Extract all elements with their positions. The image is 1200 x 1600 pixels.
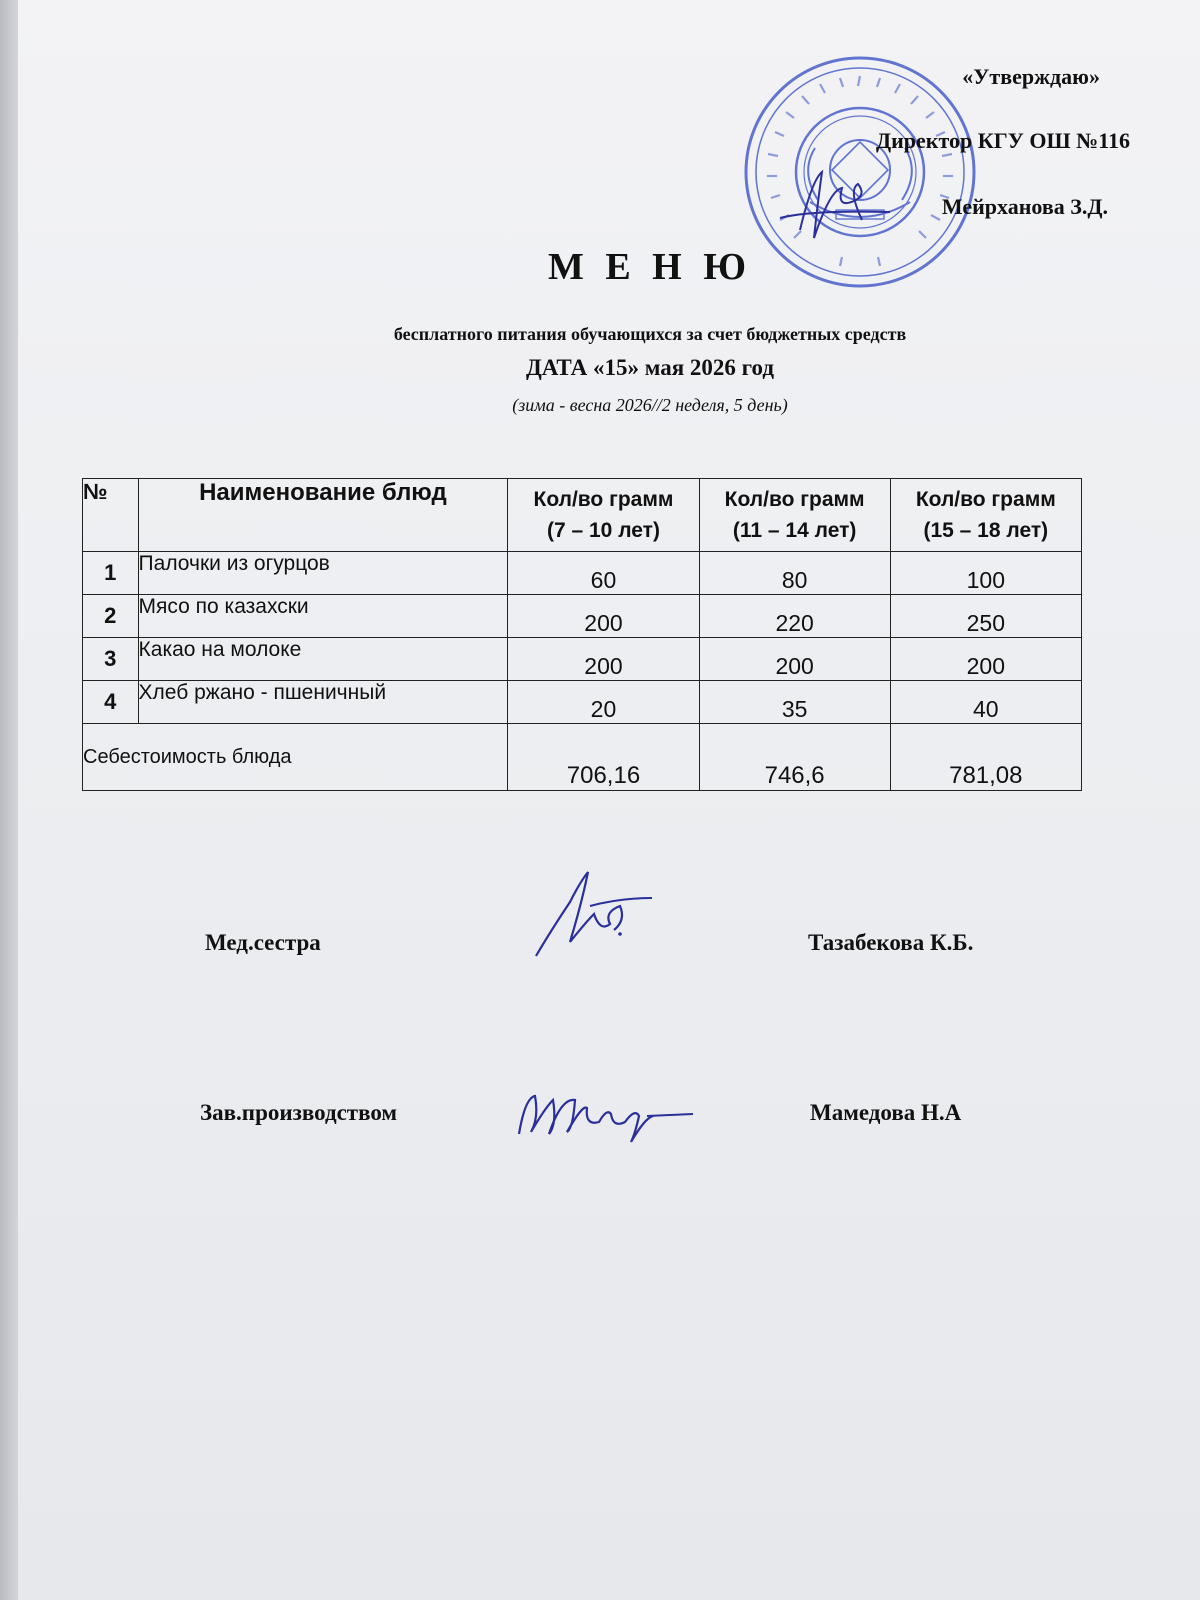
table-row [83, 552, 1082, 595]
header-grams-15-18 [890, 479, 1081, 552]
grams-11-14: 80 [699, 552, 890, 595]
cost-label: Себестоимость блюда [83, 724, 508, 791]
grams-11-14: 220 [699, 595, 890, 638]
header-grams-label: Кол/во грамм [915, 487, 1056, 511]
cost-11-14: 746,6 [699, 724, 890, 791]
header-grams-label: Кол/во грамм [724, 487, 865, 511]
page-subtitle: бесплатного питания обучающихся за счет бюджетных средств [393, 324, 907, 344]
nurse-role: Мед.сестра [205, 930, 321, 955]
paper-edge [0, 0, 18, 1600]
cost-row [83, 724, 1082, 791]
menu-table [82, 478, 1082, 791]
nurse-name: Тазабекова К.Б. [808, 930, 974, 955]
dish-name: Палочки из огурцов [138, 552, 508, 595]
header-num: № [83, 479, 139, 552]
page-title: М Е Н Ю [547, 246, 753, 288]
approval-name: Мейрханова З.Д. [941, 194, 1108, 219]
chef-signature [515, 1078, 695, 1148]
header-grams-11-14 [699, 479, 890, 552]
grams-7-10: 60 [508, 552, 699, 595]
grams-15-18: 40 [890, 681, 1081, 724]
row-num: 3 [83, 638, 139, 681]
season-note: (зима - весна 2026//2 неделя, 5 день) [512, 395, 788, 415]
grams-15-18: 250 [890, 595, 1081, 638]
row-num: 1 [83, 552, 139, 595]
header-grams-7-10 [508, 479, 699, 552]
approval-position: Директор КГУ ОШ №116 [876, 128, 1130, 153]
grams-7-10: 200 [508, 638, 699, 681]
header-grams-label: Кол/во грамм [533, 487, 674, 511]
chef-name: Мамедова Н.А [810, 1100, 962, 1125]
nurse-signature [530, 862, 660, 962]
grams-7-10: 200 [508, 595, 699, 638]
cost-7-10: 706,16 [508, 724, 699, 791]
approval-title: «Утверждаю» [962, 64, 1100, 89]
dish-name: Хлеб ржано - пшеничный [138, 681, 508, 724]
table-row [83, 638, 1082, 681]
dish-name: Какао на молоке [138, 638, 508, 681]
header-age-range: (11 – 14 лет) [732, 519, 857, 542]
grams-15-18: 100 [890, 552, 1081, 595]
grams-11-14: 35 [699, 681, 890, 724]
header-dish-name: Наименование блюд [138, 479, 508, 552]
table-row [83, 681, 1082, 724]
row-num: 2 [83, 595, 139, 638]
header-age-range: (7 – 10 лет) [546, 519, 660, 542]
document-page [18, 0, 1200, 1600]
menu-date: ДАТА «15» мая 2026 год [525, 355, 774, 380]
grams-11-14: 200 [699, 638, 890, 681]
cost-15-18: 781,08 [890, 724, 1081, 791]
dish-name: Мясо по казахски [138, 595, 508, 638]
approval-block [710, 64, 1130, 234]
table-row [83, 595, 1082, 638]
header-age-range: (15 – 18 лет) [923, 519, 1049, 542]
table-header-row [83, 479, 1082, 552]
row-num: 4 [83, 681, 139, 724]
grams-7-10: 20 [508, 681, 699, 724]
grams-15-18: 200 [890, 638, 1081, 681]
chef-role: Зав.производством [200, 1100, 398, 1125]
